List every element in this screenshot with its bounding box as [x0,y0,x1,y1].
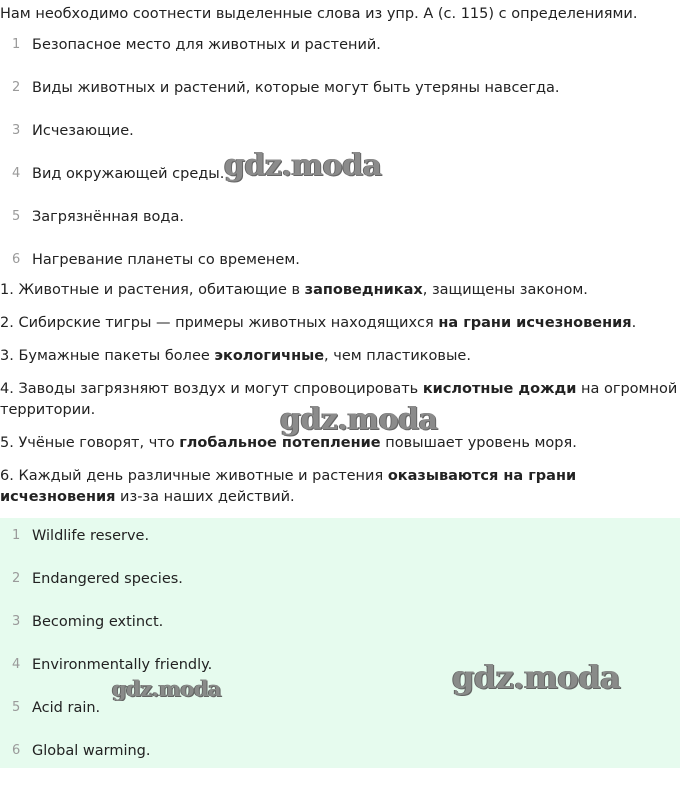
item-number: 6 [12,252,21,267]
highlighted-term: оказываются на грани исчезновения [0,468,577,505]
sentence-text: 6. Каждый день различные животные и растения [0,468,388,484]
list-item [0,690,680,733]
highlighted-term: глобальное потепление [179,435,381,451]
sentence [0,313,680,346]
sentence [0,466,680,520]
item-number: 1 [12,37,21,52]
item-text: Wildlife reserve. [32,528,150,544]
sentence-list [0,280,680,520]
list-item [0,28,680,71]
sentence [0,346,680,379]
sentence-text: 2. Сибирские тигры — примеры животных находящихся [0,315,439,331]
sentence-text: , чем пластиковые. [324,348,471,364]
sentence-text: на огромной территории. [0,381,678,418]
list-item [0,733,680,776]
highlighted-term: на грани исчезновения [438,315,632,331]
sentence [0,433,680,466]
watermark: gdz.moda [112,676,222,701]
sentence-text: 1. Животные и растения, обитающие в [0,282,305,298]
sentence-text: из-за наших действий. [115,489,295,505]
item-text: Загрязнённая вода. [32,209,184,225]
item-number: 3 [12,614,21,629]
watermark: gdz.moda [280,402,438,437]
sentence-text: 4. Заводы загрязняют воздух и могут спровоцировать [0,381,423,397]
item-text: Безопасное место для животных и растений. [32,37,381,53]
list-item [0,518,680,561]
item-number: 4 [12,166,21,181]
item-number: 5 [12,700,21,715]
highlighted-term: экологичные [214,348,325,364]
item-text: Endangered species. [32,571,183,587]
intro-text: Нам необходимо соотнести выделенные слова из упр. A (с. 115) с определениями. [0,6,638,22]
sentence-text: . [631,315,637,331]
item-text: Acid rain. [32,700,101,716]
item-text: Виды животных и растений, которые могут быть утеряны навсегда. [32,80,560,96]
item-number: 3 [12,123,21,138]
highlighted-term: кислотные дожди [422,381,577,397]
item-text: Вид окружающей среды. [32,166,225,182]
item-number: 2 [12,80,21,95]
item-number: 5 [12,209,21,224]
list-item [0,604,680,647]
sentence-text: 3. Бумажные пакеты более [0,348,215,364]
watermark: gdz.moda [224,148,382,183]
item-text: Environmentally friendly. [32,657,213,673]
sentence-text: , защищены законом. [422,282,588,298]
item-number: 4 [12,657,21,672]
item-number: 6 [12,743,21,758]
sentence-text: повышает уровень моря. [380,435,577,451]
answer-block [0,518,680,768]
item-text: Becoming extinct. [32,614,164,630]
item-text: Нагревание планеты со временем. [32,252,300,268]
list-item [0,200,680,243]
item-text: Исчезающие. [32,123,134,139]
item-number: 2 [12,571,21,586]
sentence [0,280,680,313]
sentence-text: 5. Учёные говорят, что [0,435,180,451]
list-item [0,561,680,604]
watermark: gdz.moda [452,658,621,696]
highlighted-term: заповедниках [304,282,423,298]
item-text: Global warming. [32,743,151,759]
item-number: 1 [12,528,21,543]
list-item [0,71,680,114]
